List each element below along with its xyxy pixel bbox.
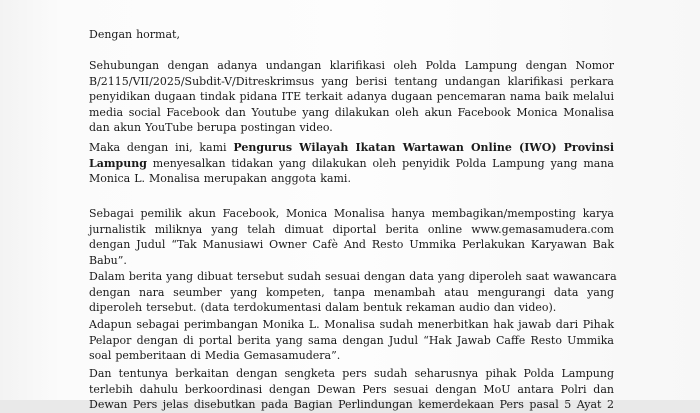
paragraph-line: B/2115/VII/2025/Subdit-V/Ditreskrimsus yang berisi tentang undangan klarifikasi perkara <box>89 74 614 88</box>
paragraph-line: Sebagai pemilik akun Facebook, Monica Monalisa hanya membagikan/memposting karya <box>89 207 614 220</box>
paragraph-line: media social Facebook dan Youtube yang dilakukan oleh akun Facebook Monica Monalisa <box>89 105 614 119</box>
paragraph-text: Maka dengan ini, kami <box>89 141 234 154</box>
top-cut-text <box>0 0 700 2</box>
organization-name: Pengurus Wilayah Ikatan Wartawan Online (IWO) Provinsi <box>233 141 614 154</box>
paragraph-line: soal pemberitaan di Media Gemasamudera”. <box>89 349 341 363</box>
paragraph-right-of-reply <box>89 317 614 364</box>
paragraph-line: Monica L. Monalisa merupakan anggota kami. <box>89 172 351 186</box>
paragraph-line: dan akun YouTube berupa postingan video. <box>89 121 333 135</box>
paragraph-line: penyidikan dugaan tindak pidana ITE terkait adanya dugaan pencemaran nama baik melalui <box>89 90 614 104</box>
paragraph-line <box>89 140 614 156</box>
paragraph-line: diperoleh tersebut. (data terdokumentasi dalam bentuk rekaman audio dan video). <box>89 301 557 315</box>
paragraph-line: Dewan Pers jelas disebutkan pada Bagian Perlindungan kemerdekaan Pers pasal 5 Ayat 2 <box>89 398 614 412</box>
paragraph-facebook-owner <box>89 206 614 268</box>
paragraph-line: Pelapor dengan di portal berita yang sama dengan Judul “Hak Jawab Caffe Resto Ummika <box>89 333 614 347</box>
paragraph-line: terlebih dahulu berkoordinasi dengan Dewan Pers sesuai dengan MoU antara Polri dan <box>89 382 614 396</box>
paragraph-text: menyesalkan tidakan yang dilakukan oleh penyidik Polda Lampung yang mana <box>146 156 614 170</box>
paragraph-line: jurnalistik miliknya yang telah dimuat diportal berita online www.gemasamudera.com <box>89 222 614 236</box>
paragraph-line: Babu”. <box>89 253 127 267</box>
greeting <box>89 27 614 43</box>
greeting-line: Dengan hormat, <box>89 28 180 41</box>
paragraph-line <box>89 156 614 172</box>
paragraph-iwo-statement <box>89 140 614 187</box>
paragraph-line: Dan tentunya berkaitan dengan sengketa pers sudah seharusnya pihak Polda Lampung <box>89 367 614 380</box>
organization-province: Lampung <box>89 156 147 170</box>
paragraph-line: Adapun sebagai perimbangan Monika L. Monalisa sudah menerbitkan hak jawab dari Pihak <box>89 318 614 331</box>
paragraph-press-dispute <box>89 366 614 413</box>
paragraph-line: dengan Judul “Tak Manusiawi Owner Cafè And Resto Ummika Perlakukan Karyawan Bak <box>89 238 614 252</box>
paragraph-summons <box>89 58 614 136</box>
paragraph-line: Sehubungan dengan adanya undangan klarifikasi oleh Polda Lampung dengan Nomor <box>89 59 614 72</box>
paragraph-line: Dalam berita yang dibuat tersebut sudah sesuai dengan data yang diperoleh saat wawancara <box>89 270 617 283</box>
paragraph-news-data <box>89 269 617 316</box>
paragraph-line: dengan nara seumber yang kompeten, tanpa menambah atau mengurangi data yang <box>89 285 614 299</box>
